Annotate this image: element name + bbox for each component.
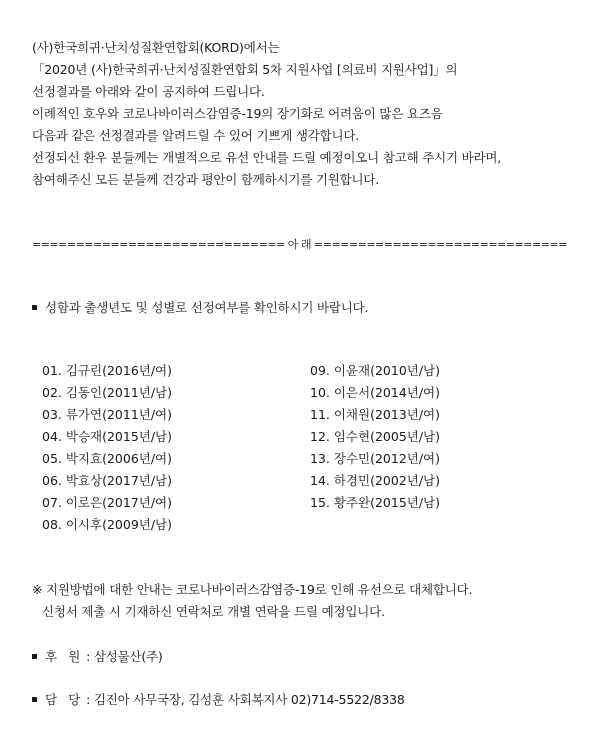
- remark-line-1: ※ 지원방법에 대한 안내는 코로나바이러스감염증-19로 인해 유선으로 대체합니다.: [32, 582, 473, 597]
- contact-label: 담 당: [45, 692, 81, 707]
- intro-line-5: 다음과 같은 선정결과를 알려드릴 수 있어 기쁘게 생각합니다.: [32, 128, 360, 143]
- intro-line-3: 선정결과를 아래와 같이 공지하여 드립니다.: [32, 84, 265, 99]
- intro-line-1: (사)한국희귀·난치성질환연합회(KORD)에서는: [32, 40, 280, 55]
- intro-line-4: 이례적인 호우와 코로나바이러스감염증-19의 장기화로 어려움이 많은 요즈음: [32, 106, 443, 121]
- list-item: 12. 임수현(2005년/남): [310, 429, 441, 444]
- list-item: 03. 류가연(2011년/여): [42, 407, 173, 422]
- notice-text: 성함과 출생년도 및 성별로 선정여부를 확인하시기 바랍니다.: [45, 300, 369, 315]
- section-divider: ============================= 아 래 =============================: [32, 238, 567, 251]
- list-item: 14. 하경민(2002년/남): [310, 473, 441, 488]
- list-item: 09. 이윤재(2010년/남): [310, 363, 441, 378]
- list-item: 04. 박승재(2015년/남): [42, 429, 173, 444]
- bullet-square-icon: [32, 654, 37, 659]
- list-item: 11. 이채원(2013년/여): [310, 407, 441, 422]
- remark-line-2: 신청서 제출 시 기재하신 연락처로 개별 연락을 드릴 예정입니다.: [42, 604, 385, 619]
- list-item: 10. 이은서(2014년/여): [310, 385, 441, 400]
- bullet-square-icon: [32, 697, 37, 702]
- list-item: 05. 박지효(2006년/여): [42, 451, 173, 466]
- list-item: 13. 장수민(2012년/여): [310, 451, 441, 466]
- bullet-square-icon: [32, 305, 37, 310]
- intro-line-2: 「2020년 (사)한국희귀·난치성질환연합회 5차 지원사업 [의료비 지원사업]」의: [32, 62, 458, 77]
- intro-line-7: 참여해주신 모든 분들께 건강과 평안이 함께하시기를 기원합니다.: [32, 172, 380, 187]
- sponsor-label: 후 원: [45, 649, 81, 664]
- contact-line: [32, 690, 405, 708]
- list-item: 07. 이로은(2017년/여): [42, 495, 173, 510]
- contact-value: : 김진아 사무국장, 김성훈 사회복지사 02)714-5522/8338: [86, 692, 405, 707]
- list-item: 01. 김규린(2016년/여): [42, 363, 173, 378]
- sponsor-line: [32, 647, 163, 665]
- list-item: 15. 황주완(2015년/남): [310, 495, 441, 510]
- sponsor-value: : 삼성물산(주): [86, 649, 163, 664]
- intro-line-6: 선정되신 환우 분들께는 개별적으로 유선 안내를 드릴 예정이오니 참고해 주시기 바라며,: [32, 150, 502, 165]
- list-item: 06. 박효상(2017년/남): [42, 473, 173, 488]
- list-item: 08. 이시후(2009년/남): [42, 517, 173, 532]
- list-item: 02. 김동인(2011년/남): [42, 385, 173, 400]
- notice-line: [32, 298, 368, 316]
